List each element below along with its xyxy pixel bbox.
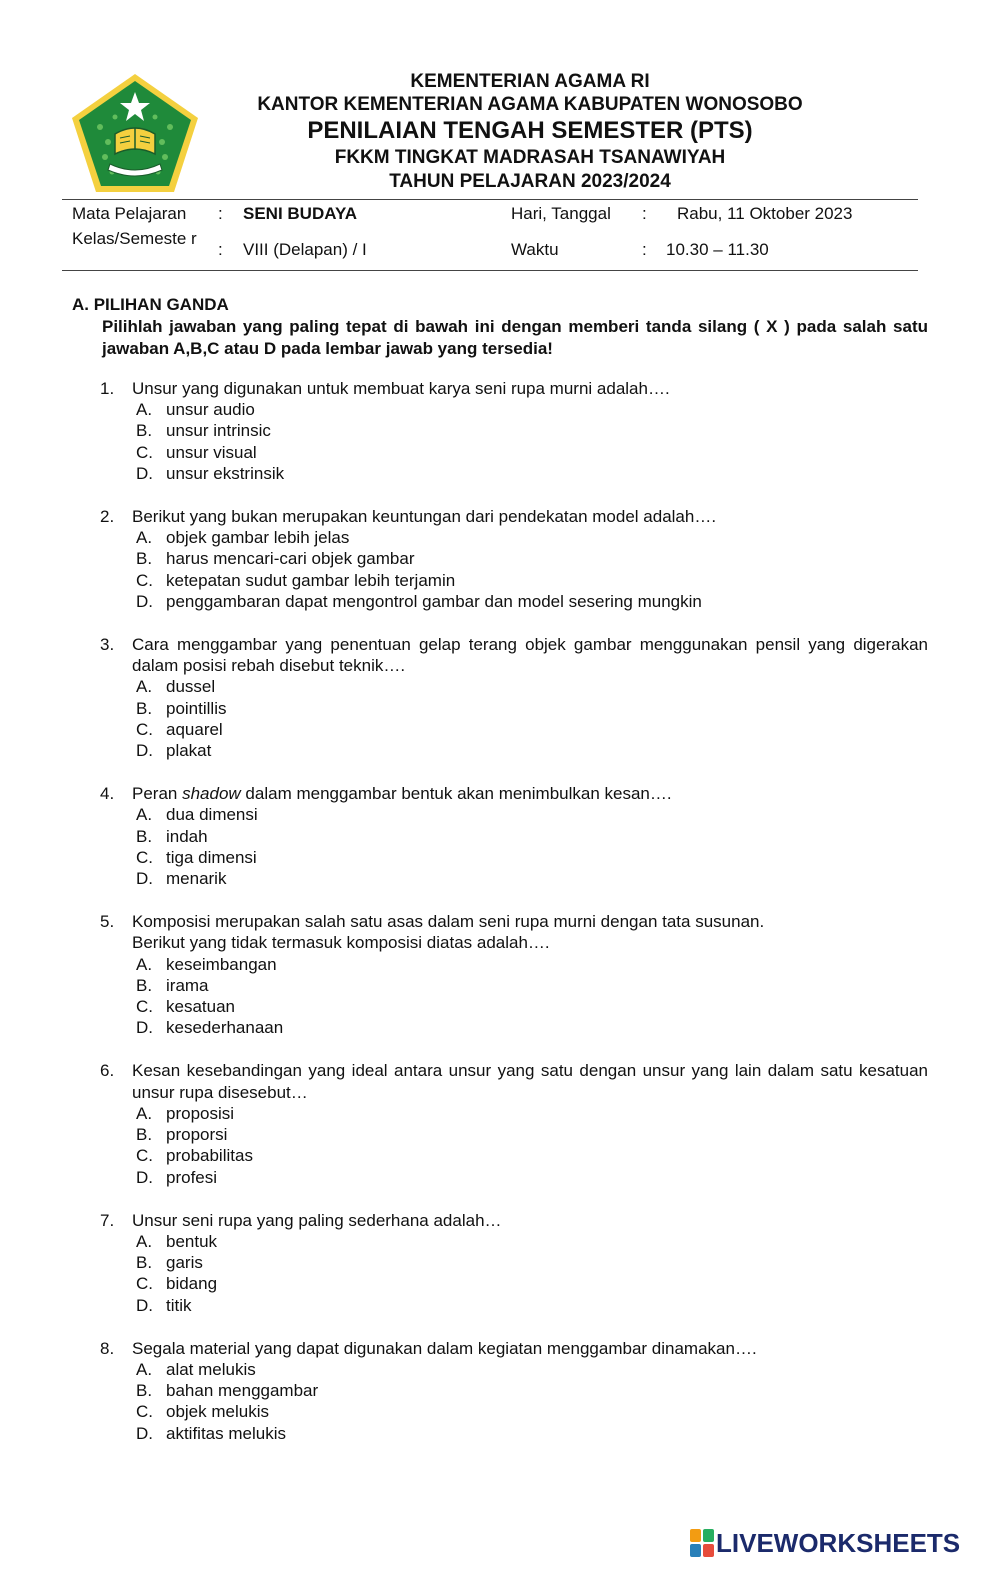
option-text: proporsi [166, 1125, 228, 1145]
option-c[interactable] [136, 570, 928, 591]
option-text: bentuk [166, 1231, 218, 1251]
question-number: 4. [100, 784, 115, 804]
option-text: harus mencari-cari objek gambar [166, 549, 415, 569]
option-text: tiga dimensi [166, 847, 257, 867]
option-text: probabilitas [166, 1146, 253, 1166]
liveworksheets-brand [690, 1525, 990, 1561]
option-b[interactable] [136, 420, 928, 441]
option-letter: D. [136, 463, 153, 483]
question-number: 2. [100, 507, 115, 527]
option-letter: A. [136, 1103, 153, 1123]
question-number: 1. [100, 379, 115, 398]
option-text: objek melukis [166, 1402, 269, 1422]
option-d[interactable] [136, 1423, 928, 1444]
question-1 [100, 378, 928, 484]
option-c[interactable] [136, 996, 928, 1017]
option-b[interactable] [136, 1124, 928, 1145]
brand-name: LIVEWORKSHEETS [716, 1528, 961, 1558]
option-text: bidang [166, 1274, 218, 1294]
option-letter: C. [136, 719, 153, 739]
question-number: 5. [100, 912, 115, 932]
option-c[interactable] [136, 847, 928, 868]
question-3 [100, 634, 928, 761]
option-d[interactable] [136, 1017, 928, 1038]
section-instruction: Pilihlah jawaban yang paling tepat di bawah ini dengan memberi tanda silang ( X ) pada salah satu jawaban A,B,C atau D pada lembar jawab yang tersedia! [102, 317, 928, 358]
option-letter: C. [136, 997, 153, 1017]
option-b[interactable] [136, 698, 928, 719]
option-letter: D. [136, 1018, 153, 1038]
option-letter: B. [136, 1125, 153, 1145]
option-letter: C. [136, 847, 153, 867]
question-text: Peran shadow dalam menggambar bentuk akan menimbulkan kesan…. [132, 784, 672, 804]
option-d[interactable] [136, 740, 928, 761]
option-letter: A. [136, 1359, 153, 1379]
option-letter: D. [136, 869, 153, 889]
option-text: dussel [166, 677, 216, 697]
option-letter: D. [136, 741, 153, 761]
question-number: 8. [100, 1338, 115, 1358]
ministry-logo [70, 72, 200, 194]
time-value: 10.30 – 11.30 [666, 240, 769, 259]
option-text: ketepatan sudut gambar lebih terjamin [166, 570, 456, 590]
option-a[interactable] [136, 1231, 928, 1252]
option-letter: A. [136, 954, 153, 974]
option-text: garis [166, 1253, 203, 1273]
option-d[interactable] [136, 1295, 928, 1316]
option-text: pointillis [166, 698, 227, 718]
question-5 [100, 911, 928, 1038]
option-letter: C. [136, 1402, 153, 1422]
header-year: TAHUN PELAJARAN 2023/2024 [389, 171, 671, 192]
option-letter: C. [136, 1146, 153, 1166]
option-text: keseimbangan [166, 954, 277, 974]
option-a[interactable] [136, 399, 928, 420]
question-number: 3. [100, 635, 115, 655]
question-4 [100, 783, 928, 889]
option-text: dua dimensi [166, 805, 258, 825]
question-number: 6. [100, 1061, 115, 1081]
option-text: bahan menggambar [166, 1381, 319, 1401]
option-c[interactable] [136, 1145, 928, 1166]
class-colon: : [218, 240, 223, 259]
option-letter: D. [136, 1295, 153, 1315]
option-text: profesi [166, 1167, 218, 1187]
option-d[interactable] [136, 1167, 928, 1188]
document-header [200, 70, 860, 194]
option-letter: D. [136, 1167, 153, 1187]
option-text: indah [166, 826, 208, 846]
option-a[interactable] [136, 954, 928, 975]
header-level: FKKM TINGKAT MADRASAH TSANAWIYAH [334, 147, 726, 168]
option-text: unsur ekstrinsik [166, 463, 285, 483]
header-divider-top [62, 199, 918, 200]
option-text: unsur intrinsic [166, 421, 271, 441]
option-letter: B. [136, 975, 153, 995]
time-label: Waktu [511, 240, 559, 259]
option-a[interactable] [136, 676, 928, 697]
option-text: aktifitas melukis [166, 1423, 286, 1443]
question-7 [100, 1210, 928, 1316]
option-letter: C. [136, 1274, 153, 1294]
option-text: kesederhanaan [166, 1018, 284, 1038]
header-exam-title: PENILAIAN TENGAH SEMESTER (PTS) [307, 117, 753, 144]
option-text: plakat [166, 741, 212, 761]
day-value: Rabu, 11 Oktober 2023 [677, 204, 853, 223]
question-text: Komposisi merupakan salah satu asas dalam seni rupa murni dengan tata susunan. Berikut yang tidak termasuk komposisi diatas adalah…. [132, 912, 765, 953]
option-c[interactable] [136, 1273, 928, 1294]
option-text: titik [166, 1295, 192, 1315]
option-b[interactable] [136, 826, 928, 847]
option-text: menarik [166, 869, 227, 889]
option-a[interactable] [136, 527, 928, 548]
option-text: unsur audio [166, 400, 255, 420]
question-list [100, 378, 928, 1466]
option-text: penggambaran dapat mengontrol gambar dan model sesering mungkin [166, 591, 702, 611]
class-label: Kelas/Semeste r [72, 229, 197, 248]
option-a[interactable] [136, 1359, 928, 1380]
subject-value: SENI BUDAYA [243, 204, 358, 223]
option-text: alat melukis [166, 1359, 256, 1379]
option-letter: A. [136, 805, 153, 825]
option-text: aquarel [166, 719, 223, 739]
option-letter: B. [136, 1253, 153, 1273]
question-2 [100, 506, 928, 612]
option-a[interactable] [136, 804, 928, 825]
header-office: KANTOR KEMENTERIAN AGAMA KABUPATEN WONOSOBO [257, 94, 803, 115]
time-colon: : [642, 240, 647, 259]
option-letter: C. [136, 442, 153, 462]
option-letter: A. [136, 677, 153, 697]
question-number: 7. [100, 1210, 115, 1230]
day-label: Hari, Tanggal [511, 204, 611, 223]
subject-colon: : [218, 204, 223, 223]
option-text: unsur visual [166, 442, 257, 462]
option-d[interactable] [136, 463, 928, 484]
question-text: Unsur seni rupa yang paling sederhana adalah… [132, 1210, 502, 1230]
option-b[interactable] [136, 975, 928, 996]
option-d[interactable] [136, 868, 928, 889]
option-letter: A. [136, 528, 153, 548]
subject-label: Mata Pelajaran [72, 204, 187, 223]
option-a[interactable] [136, 1103, 928, 1124]
question-text: Berikut yang bukan merupakan keuntungan dari pendekatan model adalah…. [132, 507, 717, 527]
day-colon: : [642, 204, 647, 223]
option-text: proposisi [166, 1103, 235, 1123]
option-b[interactable] [136, 1252, 928, 1273]
question-text: Cara menggambar yang penentuan gelap terang objek gambar menggunakan pensil yang digerakan dalam posisi rebah disebut teknik…. [132, 635, 928, 676]
question-text: Kesan kesebandingan yang ideal antara unsur yang satu dengan unsur yang lain dalam satu kesatuan unsur rupa disesebut… [132, 1061, 928, 1102]
option-letter: B. [136, 549, 153, 569]
liveworksheets-logo-icon [690, 1529, 714, 1557]
option-letter: D. [136, 1423, 153, 1443]
option-letter: D. [136, 591, 153, 611]
option-c[interactable] [136, 1401, 928, 1422]
option-letter: B. [136, 421, 153, 441]
option-d[interactable] [136, 591, 928, 612]
option-b[interactable] [136, 548, 928, 569]
option-text: objek gambar lebih jelas [166, 528, 350, 548]
class-value: VIII (Delapan) / I [243, 240, 367, 259]
section-title: A. PILIHAN GANDA [72, 295, 229, 314]
option-text: kesatuan [166, 997, 235, 1017]
option-letter: B. [136, 826, 153, 846]
option-letter: A. [136, 1231, 153, 1251]
question-text: Segala material yang dapat digunakan dalam kegiatan menggambar dinamakan…. [132, 1338, 757, 1358]
header-divider-bottom [62, 270, 918, 271]
option-b[interactable] [136, 1380, 928, 1401]
option-letter: C. [136, 570, 153, 590]
option-text: irama [166, 975, 209, 995]
question-8 [100, 1338, 928, 1444]
option-letter: B. [136, 1381, 153, 1401]
option-letter: A. [136, 400, 153, 420]
option-c[interactable] [136, 719, 928, 740]
question-6 [100, 1060, 928, 1187]
option-letter: B. [136, 698, 153, 718]
question-text: Unsur yang digunakan untuk membuat karya seni rupa murni adalah…. [132, 379, 670, 398]
header-ministry: KEMENTERIAN AGAMA RI [410, 71, 650, 92]
italic-term: shadow [182, 784, 241, 804]
option-c[interactable] [136, 442, 928, 463]
